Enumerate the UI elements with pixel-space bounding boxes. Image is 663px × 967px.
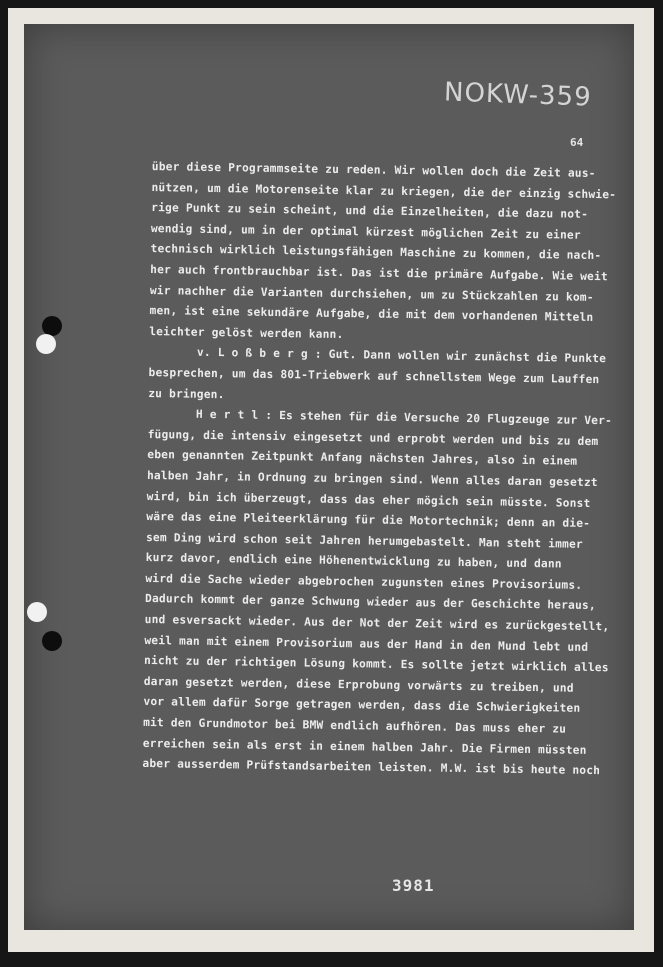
page-number: 64 <box>570 136 584 149</box>
punch-hole-icon <box>36 334 56 354</box>
text-line: und esversackt wieder. Aus der Not der Zeit wird es zurückgestellt, <box>144 613 610 634</box>
text-line: her auch frontbrauchbar ist. Das ist die primäre Aufgabe. Wie weit <box>150 262 609 284</box>
stamp-number: 3981 <box>392 876 435 895</box>
text-line: zu bringen. <box>148 386 225 401</box>
text-line: nicht zu der richtigen Lösung kommt. Es sollte jetzt wirklich alles <box>143 654 609 675</box>
text-line: aber ausserdem Prüfstandsarbeiten leisten. M.W. ist bis heute noch <box>142 757 601 778</box>
text-line: nützen, um die Motorenseite klar zu kriegen, die der einzig schwie- <box>151 180 617 201</box>
punch-hole-icon <box>27 602 47 622</box>
text-line: besprechen, um das 801-Triebwerk auf schnellstem Wege zum Lauffen <box>148 365 600 386</box>
text-line: wir nachher die Varianten durchsiehen, um zu Stückzahlen zu kom- <box>149 283 594 304</box>
text-line: wird, bin ich überzeugt, dass das eher mögich sein müsste. Sonst <box>146 489 591 510</box>
text-line: sem Ding wird schon seit Jahren herumgebastelt. Man steht immer <box>145 530 584 551</box>
text-line: kurz davor, endlich eine Höhenentwicklung zu haben, und dann <box>145 551 562 571</box>
text-line: v. L o ß b e r g : Gut. Dann wollen wir zunächst die Punkte <box>196 346 607 366</box>
text-line: erreichen sein als erst in einem halben Jahr. Die Firmen müssten <box>142 736 587 757</box>
text-line: wendig sind, um in der optimal kürzest möglichen Zeit zu einer <box>150 221 581 242</box>
text-line: men, ist eine sekundäre Aufgabe, die mit dem vorhandenen Mitteln <box>149 304 594 325</box>
text-line: wird die Sache wieder abgebrochen zugunsten eines Provisoriums. <box>145 571 583 592</box>
body-text <box>142 157 622 782</box>
text-line: mit den Grundmotor bei BMW endlich aufhören. Das muss eher zu <box>143 715 567 736</box>
punch-hole-icon <box>42 631 62 651</box>
text-line: rige Punkt zu sein scheint, und die Einzelheiten, die dazu not- <box>151 201 589 222</box>
text-line: fügung, die intensiv eingesetzt und erprobt werden und bis zu dem <box>147 427 599 448</box>
text-line: H e r t l : Es stehen für die Versuche 20 Flugzeuge zur Ver- <box>195 407 613 428</box>
text-line: wäre das eine Pleiteerklärung für die Motortechnik; denn an die- <box>146 510 591 531</box>
text-line: über diese Programmseite zu reden. Wir wollen doch die Zeit aus- <box>151 159 596 180</box>
text-line: technisch wirklich leistungsfähigen Maschine zu kommen, die nach- <box>150 242 602 263</box>
text-line: Dadurch kommt der ganze Schwung wieder aus der Geschichte heraus, <box>144 592 596 613</box>
document-id-handwritten: NOKW-359 <box>443 77 593 113</box>
text-line: halben Jahr, in Ordnung zu bringen sind. Wenn alles daran gesetzt <box>146 468 598 489</box>
text-line: weil man mit einem Provisorium aus der Hand in den Mund lebt und <box>144 633 589 654</box>
text-line: vor allem dafür Sorge getragen werden, dass die Schwierigkeiten <box>143 695 581 716</box>
text-line: daran gesetzt werden, diese Erprobung vorwärts zu treiben, und <box>143 674 574 695</box>
text-line: eben genannten Zeitpunkt Anfang nächsten Jahres, also in einem <box>147 448 578 469</box>
punch-hole-icon <box>42 316 62 336</box>
text-line: leichter gelöst werden kann. <box>149 324 344 341</box>
